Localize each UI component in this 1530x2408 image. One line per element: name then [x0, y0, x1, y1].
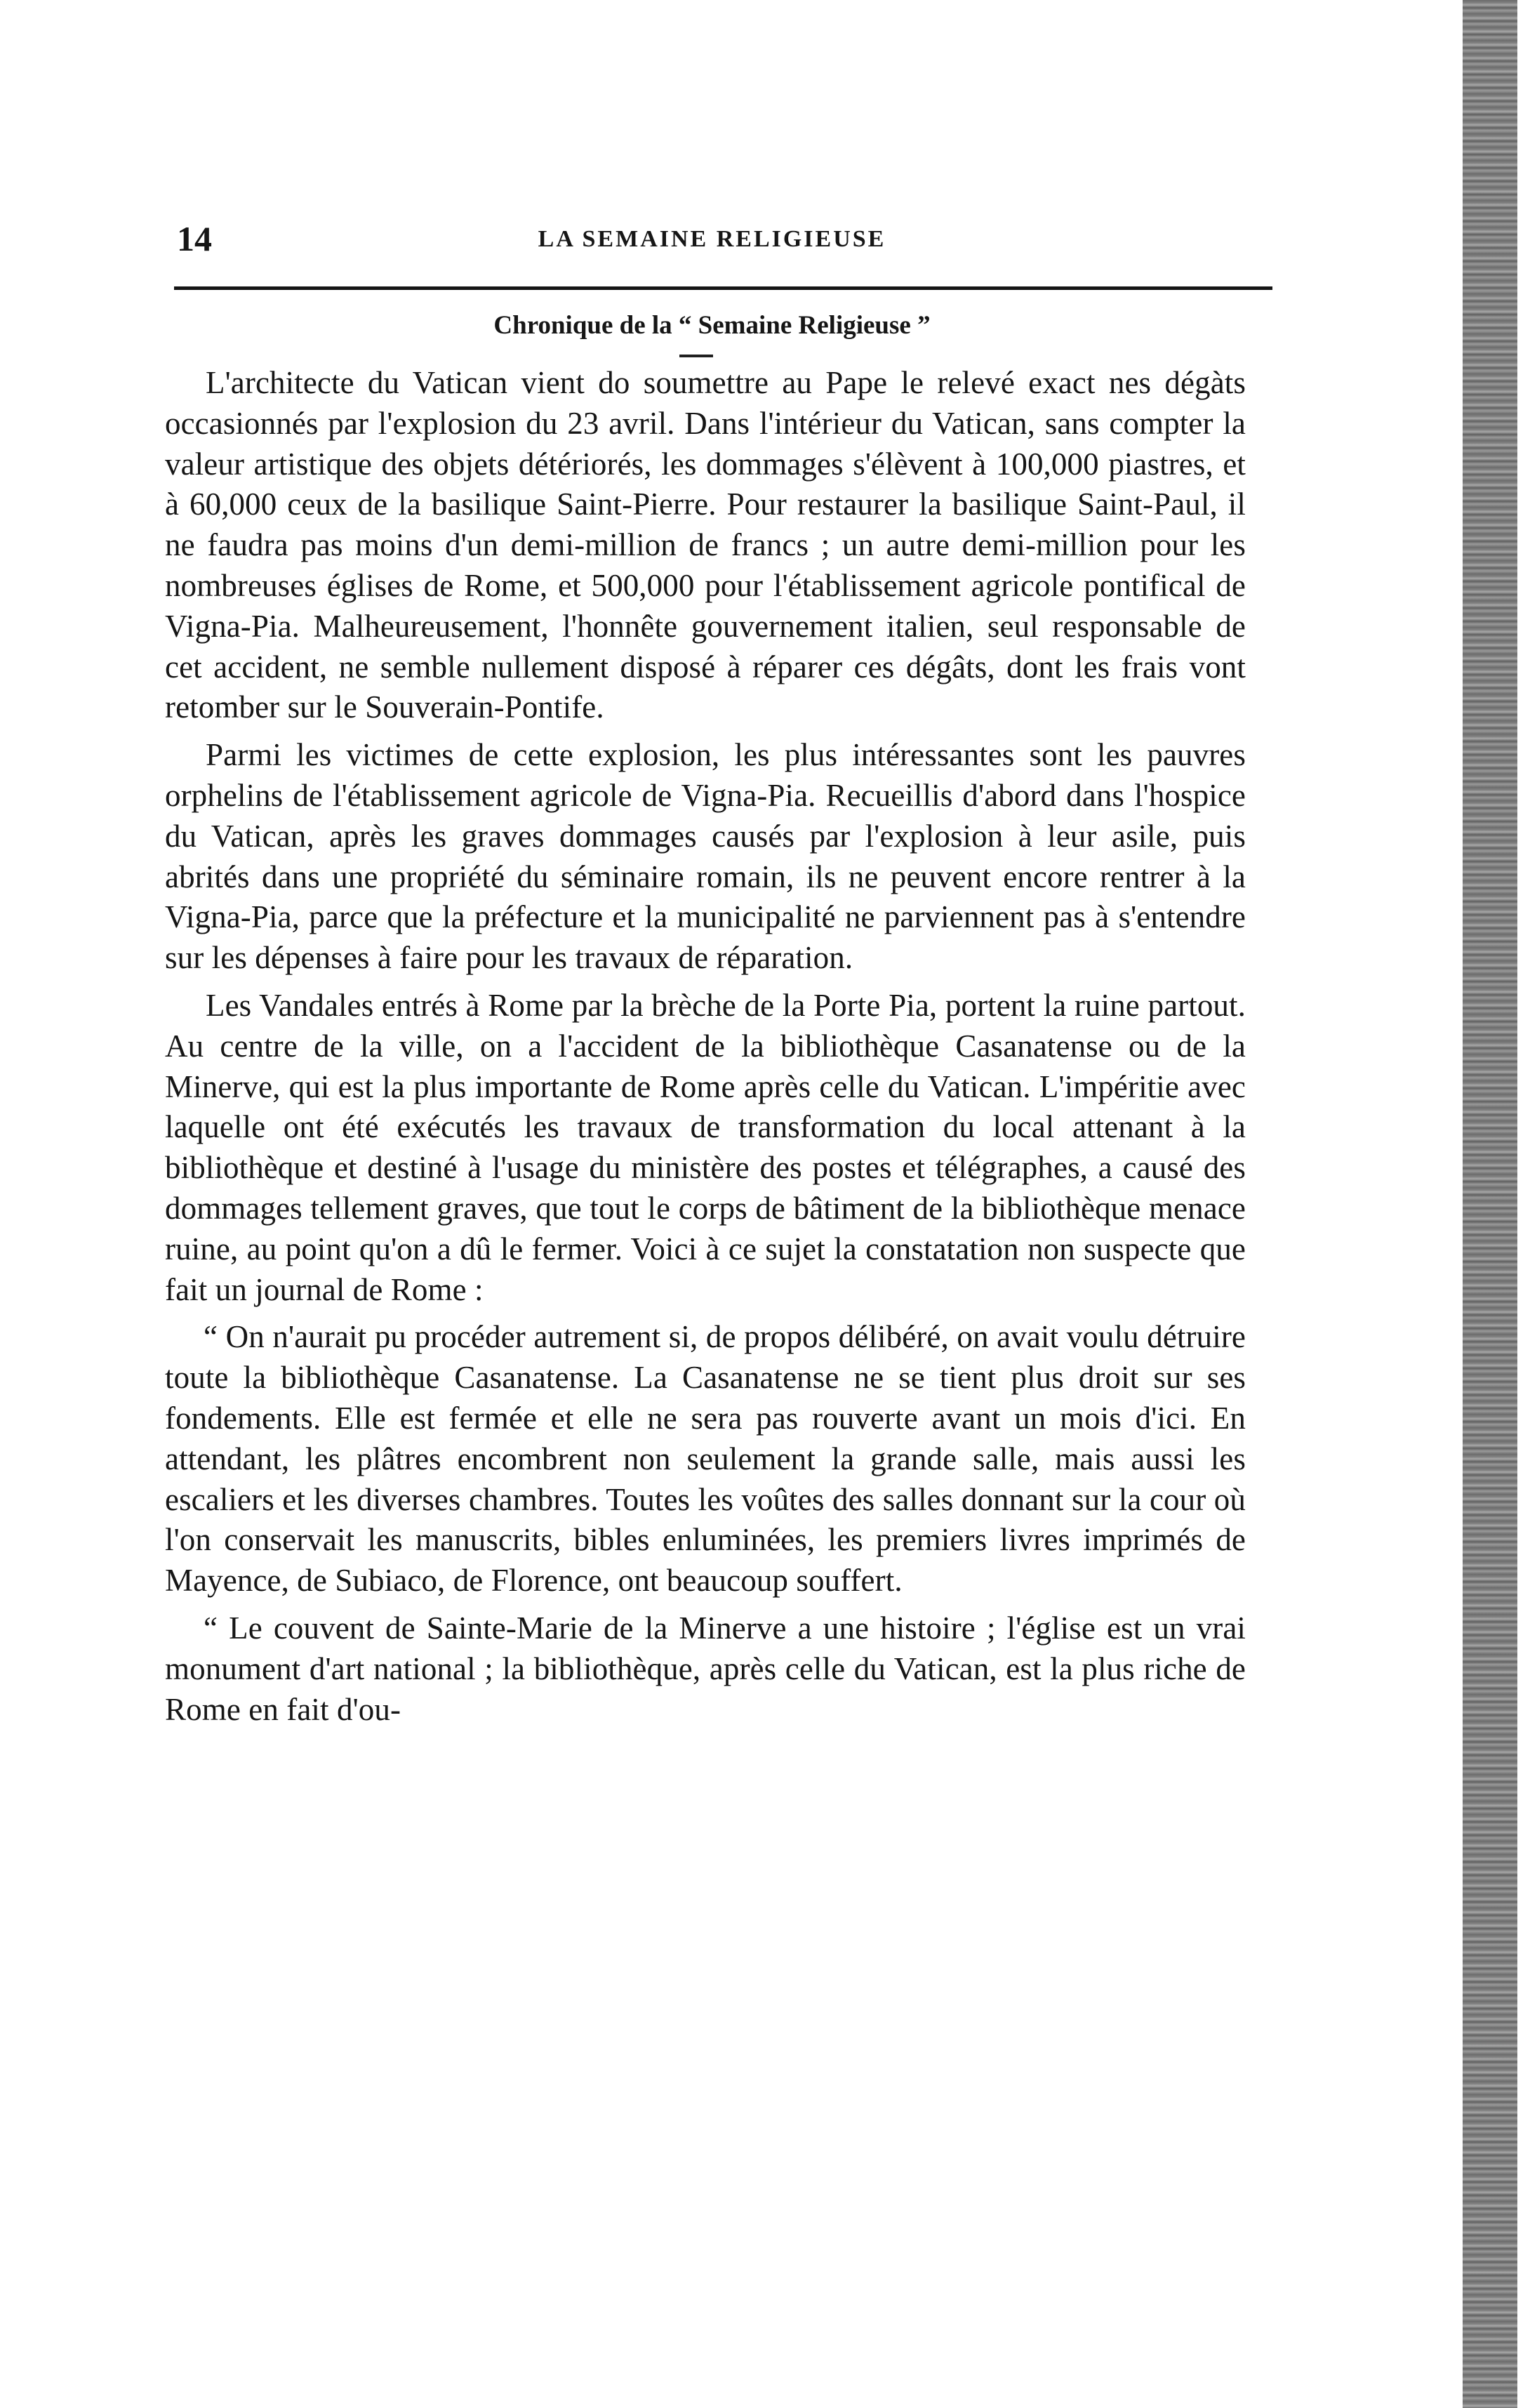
paragraph-orphans: Parmi les victimes de cette explosion, les plus intéressantes sont les pauvres orphelins de l'établissement agricole de Vigna-Pia. Recueillis d'abord dans l'hospice du Vatican, après les graves dommages causés par l'explosion à leur asile, puis abrités dans une propriété du séminaire romain, ils ne peuvent encore rentrer à la Vigna-Pia, parce que la préfecture et la municipalité ne parviennent pas à s'entendre sur les dépenses à faire pour les travaux de réparation.	[165, 737, 1246, 976]
section-title: Chronique de la “ Semaine Religieuse ”	[493, 311, 931, 340]
header-rule	[174, 286, 1272, 290]
quoted-paragraph-casanatense: “ On n'aurait pu procéder autrement si, de propos délibéré, on avait voulu détruire toute la bibliothèque Casanatense. La Casanatense ne se tient plus droit sur ses fondements. Elle est fermée et elle ne sera pas rouverte avant un mois d'ici. En attendant, les plâtres encombrent non seulement la grande salle, mais aussi les escaliers et les diverses chambres. Toutes les voûtes des salles donnant sur la cour où l'on conservait les manuscrits, bibles enluminées, les premiers livres imprimés de Mayence, de Subiaco, de Florence, ont beaucoup souffert.	[165, 1319, 1246, 1599]
quoted-paragraph-minerva: “ Le couvent de Sainte-Marie de la Minerve a une histoire ; l'église est un vrai monument d'art national ; la bibliothèque, après celle du Vatican, est la plus riche de Rome en fait d'ou-	[165, 1610, 1246, 1727]
article-body	[165, 363, 1246, 1737]
page-header	[177, 218, 1247, 267]
paragraph-library: Les Vandales entrés à Rome par la brèche de la Porte Pia, portent la ruine partout. Au centre de la ville, on a l'accident de la bibliothèque Casanatense ou de la Minerve, qui est la plus importante de Rome après celle du Vatican. L'impéritie avec laquelle ont été exécutés les travaux de transformation du local attenant à la bibliothèque et destiné à l'usage du ministère des postes et télégraphes, a causé des dommages tellement graves, que tout le corps de bâtiment de la bibliothèque menace ruine, au point qu'on a dû le fermer. Voici à ce sujet la constatation non suspecte que fait un journal de Rome :	[165, 987, 1246, 1307]
running-title: LA SEMAINE RELIGIEUSE	[538, 226, 886, 252]
page-number: 14	[177, 219, 212, 258]
title-dash	[679, 355, 713, 357]
page-edge-shadow	[1463, 0, 1517, 2408]
paragraph-vatican-damage: L'architecte du Vatican vient do soumettre au Pape le relevé exact nes dégàts occasionnés par l'explosion du 23 avril. Dans l'intérieur du Vatican, sans compter la valeur artistique des objets détériorés, les dommages s'élèvent à 100,000 piastres, et à 60,000 ceux de la basilique Saint-Pierre. Pour restaurer la basilique Saint-Paul, il ne faudra pas moins d'un demi-million de francs ; un autre demi-million pour les nombreuses églises de Rome, et 500,000 pour l'établissement agricole pontifical de Vigna-Pia. Malheureusement, l'honnête gouvernement italien, seul responsable de cet accident, ne semble nullement disposé à réparer ces dégâts, dont les frais vont retomber sur le Souverain-Pontife.	[165, 365, 1246, 725]
